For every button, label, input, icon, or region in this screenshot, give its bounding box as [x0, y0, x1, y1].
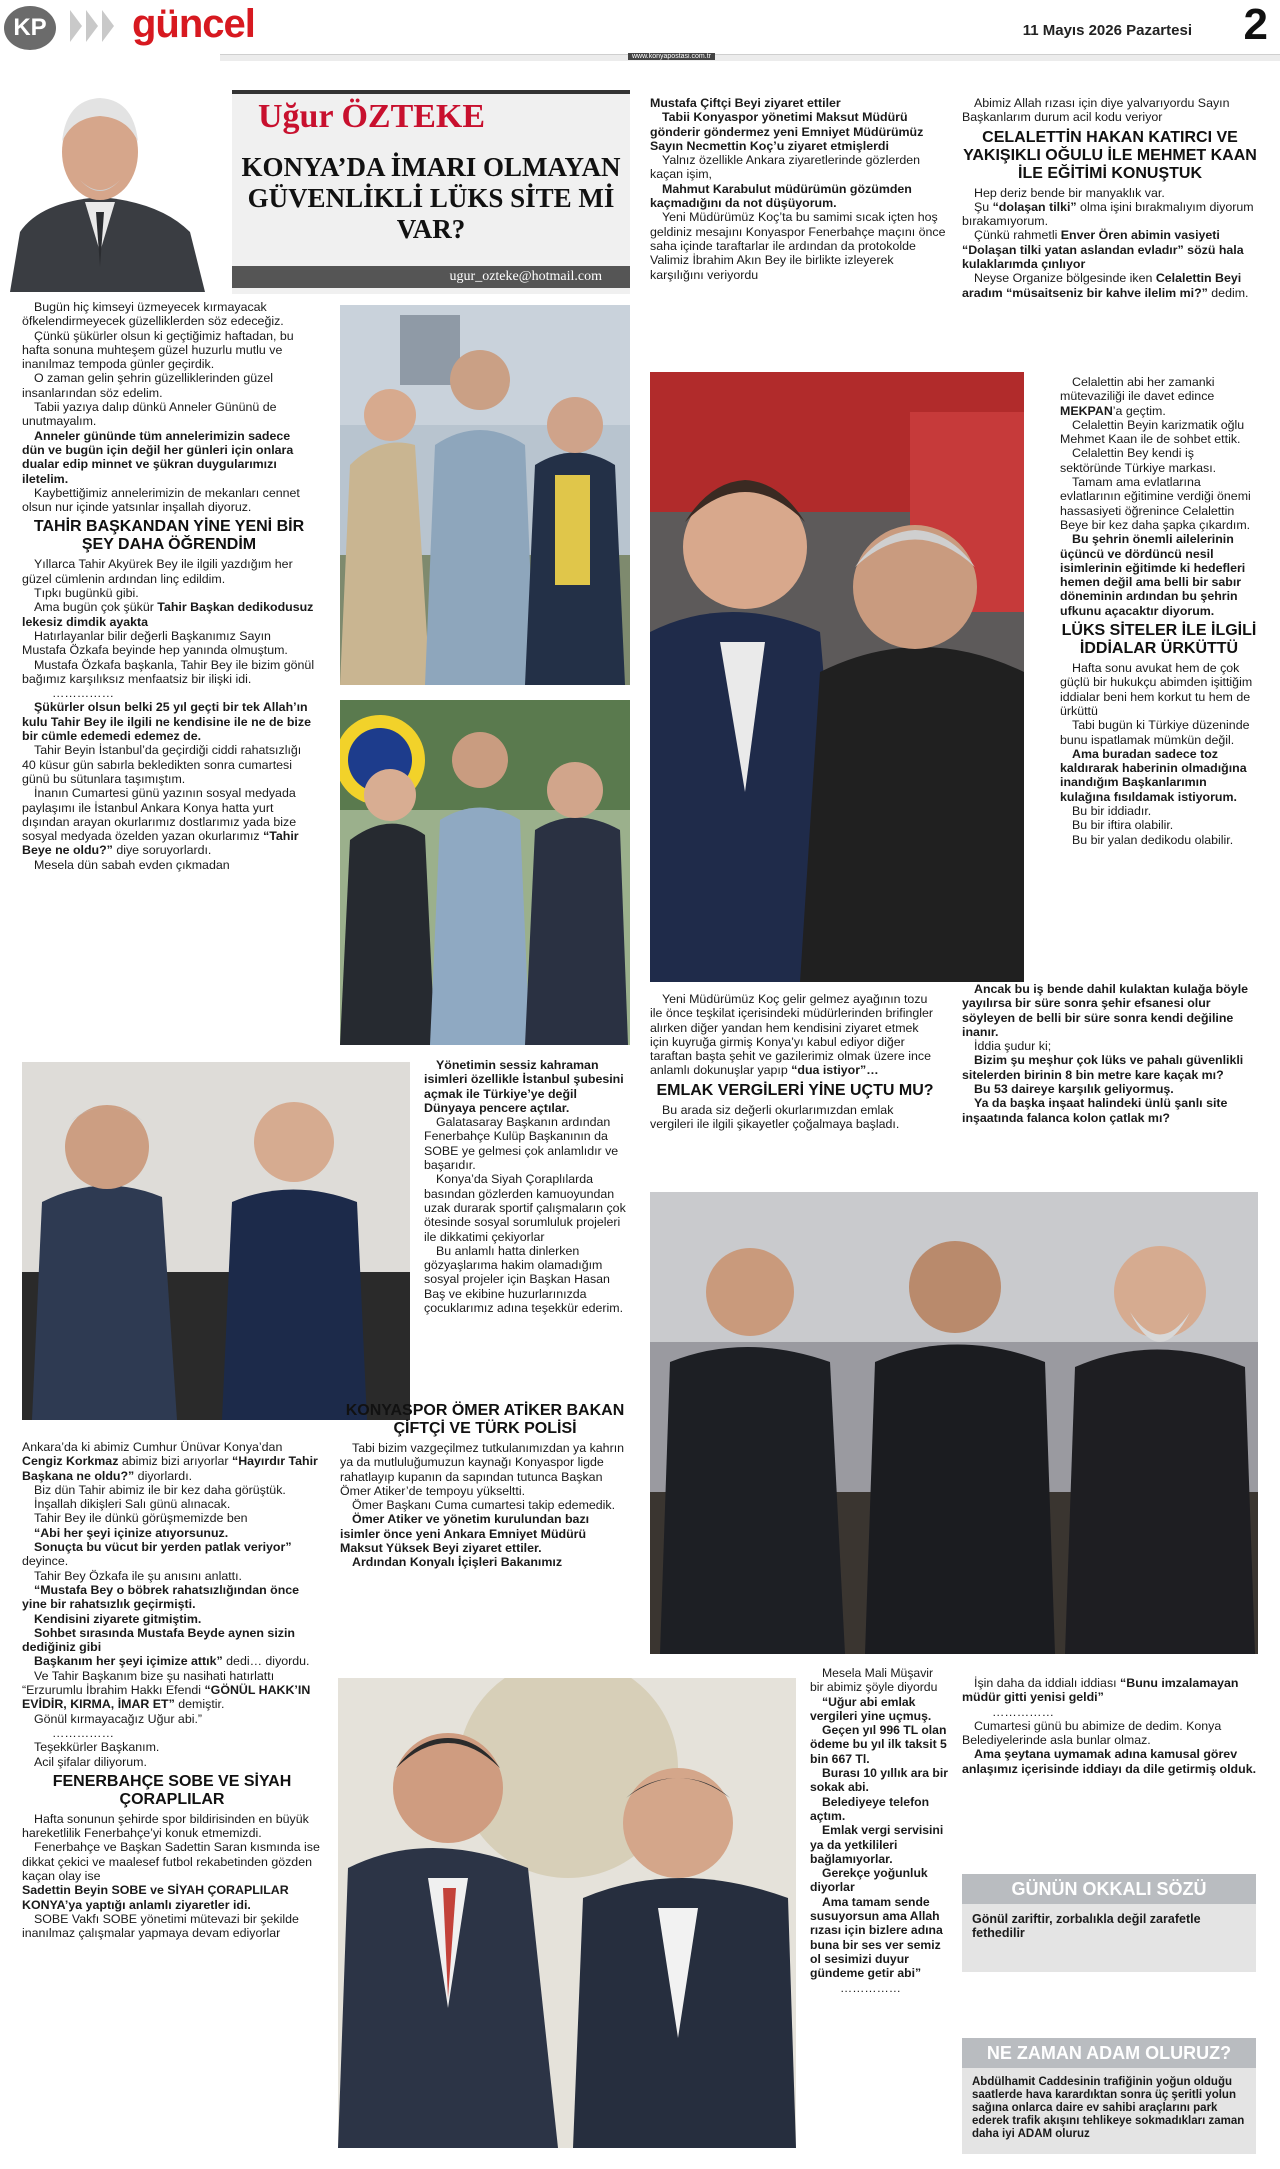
- text: ’a geçtim.: [1112, 403, 1166, 418]
- quote-box-text: Gönül zariftir, zorbalıkla değil zarafetle fethedilir: [962, 1904, 1256, 1972]
- paragraph-bold: Ya da başka inşaat halindeki ünlü şanlı site inşaatında falanca kolon çatlak mı?: [962, 1096, 1228, 1125]
- paragraph: Kaybettiğimiz annelerimizin de mekanları cennet olsun nur içinde yatsınlar inşallah diyoruz.: [22, 485, 300, 515]
- paragraph: Hatırlayanlar bilir değerli Başkanımız Sayın Mustafa Özkafa beyinde hep yanında olmuştum.: [22, 628, 288, 658]
- civic-box-text: Abdülhamit Caddesinin trafiğinin yoğun olduğu saatlerde hava karardıktan sonra üç şeritli yolun sağına onlarca daire ev sahibi araçlarını park ederek trafik akışını tehlikeye sokmadıkları zaman daha iyi ADAM oluruz: [962, 2068, 1256, 2154]
- paragraph: Yıllarca Tahir Akyürek Bey ile ilgili yazdığım her güzel cümlenin ardından linç edildim.: [22, 557, 293, 586]
- separator-dots: ……………: [52, 686, 114, 701]
- paragraph-bold: Kendisini ziyarete gitmiştim.: [34, 1611, 202, 1626]
- column-title: KONYA’DA İMARI OLMAYAN GÜVENLİKLİ LÜKS SİTE Mİ VAR?: [241, 152, 621, 244]
- text-bold: “dua istiyor”…: [791, 1063, 879, 1078]
- author-name: Uğur ÖZTEKE: [258, 98, 486, 135]
- column-1-bottom: [22, 1440, 322, 1941]
- text: İşin daha da iddialı iddiası: [974, 1676, 1121, 1690]
- paragraph-bold: Bu şehrin önemli ailelerinin üçüncü ve dördüncü nesil isimlerinin eğitimde ki hedefleri hemen değil ama belli bir sabır döneminin ardından bu şehrin ufkunu açacaktır diyorum.: [1060, 532, 1246, 618]
- paragraph: Tahir Bey ile dünkü görüşmemizde ben: [34, 1511, 248, 1526]
- text-bold: Celalettin Beyi aradım “müsaitseniz bir kahve ilelim mi?”: [962, 271, 1242, 300]
- paragraph-bold: Ama şeytana uymamak adına kamusal görev anlaşımız içerisinde iddiayı da dile getirmiş olduk.: [962, 1747, 1257, 1776]
- paragraph: [22, 1540, 322, 1569]
- text-bold: “dolaşan tilki”: [992, 199, 1077, 214]
- paragraph: Fenerbahçe ve Başkan Sadettin Saran kısmında ise dikkat çekici ve maalesef futbol rekabetinden gözden kaçan olay ise: [22, 1840, 320, 1884]
- text-bold: “Tahir Beye ne oldu?”: [22, 829, 299, 858]
- text: demiştir.: [174, 1697, 225, 1712]
- paragraph-bold: Burası 10 yıllık ara bir sokak abi.: [810, 1766, 949, 1795]
- paragraph: Bu bir iftira olabilir.: [1072, 818, 1174, 833]
- paragraph-bold: Ancak bu iş bende dahil kulaktan kulağa böyle yayılırsa bir süre sonra şehir efsanesi olur söyleyen de belli bir süre sonra kendi değiline inanır.: [962, 982, 1249, 1039]
- paragraph-bold: Bizim şu meşhur çok lüks ve pahalı güvenlikli sitelerden birinin 8 bin metre kare kaçak mı?: [962, 1053, 1244, 1082]
- paragraph-bold: Gerekçe yoğunluk diyorlar: [810, 1866, 928, 1895]
- photo-fenerbahce-visit: [340, 700, 630, 1045]
- paragraph: Abimiz Allah rızası için diye yalvarıyordu Sayın Başkanlarım durum acil kodu veriyor: [962, 96, 1230, 125]
- paragraph-bold: Ama tamam sende susuyorsun ama Allah rızası için bizlere adına buna bir ses ver semiz ol sesimizi duyur gündeme getir abi”: [810, 1894, 943, 1981]
- paragraph: Acil şifalar diliyorum.: [34, 1754, 147, 1769]
- text: İnanın Cumartesi günü yazının sosyal medyada paylaşımı ile İstanbul Ankara Konya hatta yurt dışından arayan okurlarımız dostlarımız yada bize sosyal medyada özelden yazan okurlarımız: [22, 786, 297, 844]
- column-3-middle: [650, 992, 940, 1131]
- column-4-right: [1060, 375, 1258, 847]
- text: Çünkü rahmetli: [974, 228, 1061, 243]
- paragraph: Tahir Bey Özkafa ile şu anısını anlattı.: [34, 1568, 242, 1583]
- paragraph: [962, 200, 1258, 229]
- paragraph: O zaman gelin şehrin güzelliklerinden güzel insanlarından söz edelim.: [22, 371, 273, 400]
- paragraph: Tamam ama evlatlarına evlatlarının eğitimine verdiği önemi hassasiyeti öğrenince Celalettin Beye bir kez daha şapka çıkardım.: [1060, 475, 1251, 532]
- section-title: güncel: [132, 2, 255, 46]
- column-3-top: [650, 96, 946, 282]
- column-2-middle: [424, 1058, 628, 1315]
- text-bold: “Hayırdır Tahir Başkana ne oldu?”: [22, 1454, 318, 1483]
- paragraph: Mustafa Özkafa başkanla, Tahir Bey ile bizim gönül bağımız karşılıksız menfaatsiz bir ilişki idi.: [22, 657, 315, 686]
- website-url[interactable]: www.konyapostasi.com.tr: [628, 53, 715, 60]
- column-3-bottom: [810, 1666, 948, 1995]
- paragraph-bold: Ama buradan sadece toz kaldırarak haberinin olmadığına inandığım Başkanlarımın kulağına fısıldamak istiyorum.: [1060, 746, 1247, 804]
- author-email-link[interactable]: ugur_ozteke@hotmail.com: [232, 266, 630, 288]
- text-bold: “Bunu imzalamayan müdür gitti yenisi geldi”: [962, 1676, 1239, 1705]
- paragraph: Celalettin Beyin karizmatik oğlu Mehmet Kaan ile de sohbet ettik.: [1060, 417, 1245, 447]
- paragraph: Tıpkı bugünkü gibi.: [34, 586, 139, 601]
- subheading: TAHİR BAŞKANDAN YİNE YENİ BİR ŞEY DAHA ÖĞRENDİM: [33, 518, 305, 554]
- paragraph: Tabii yazıya dalıp dünkü Anneler Gününü de unutmayalım.: [22, 400, 277, 429]
- civic-box-title: NE ZAMAN ADAM OLURUZ?: [962, 2038, 1256, 2068]
- paragraph-bold: Bu 53 daireye karşılık geliyormuş.: [974, 1082, 1174, 1097]
- column-4-lower: [962, 1676, 1258, 1776]
- subheading: CELALETTİN HAKAN KATIRCI VE YAKIŞIKLI OĞULU İLE MEHMET KAAN İLE EĞİTİMİ KONUŞTUK: [963, 128, 1257, 182]
- paragraph: Çünkü şükürler olsun ki geçtiğimiz haftadan, bu hafta sonuna muhteşem güzel huzurlu mutlu ve inanılmaz tempoda günler geçirdik.: [22, 328, 294, 372]
- text: Celalettin abi her zamanki mütevaziliği ile davet edince: [1060, 375, 1215, 404]
- paragraph-bold: Emlak vergi servisini ya da yetkilileri bağlamıyorlar.: [810, 1823, 944, 1866]
- column-2-bottom: [340, 1398, 630, 1570]
- paragraph: Bu anlamlı hatta dinlerken gözyaşlarıma hakim olamadığım sosyal projeler için Başkan Hasan Baş ve ekibine huzurlarınızda çocuklarımız adına teşekkür ederim.: [424, 1243, 624, 1316]
- photo-two-men-sofa: [22, 1062, 410, 1420]
- text: Ama bugün çok şükür: [34, 600, 158, 615]
- chevron-right-icon: [102, 10, 114, 42]
- photo-three-men-seated: [650, 1192, 1258, 1654]
- subheading: LÜKS SİTELER İLE İLGİLİ İDDİALAR ÜRKÜTTÜ: [1061, 622, 1257, 658]
- column-4: [962, 96, 1258, 300]
- paragraph: Tabi bizim vazgeçilmez tutkulanımızdan ya kahrın ya da mutluluğumuzun kaynağı Konyaspor ligde rahatlayıp kupanın da sapından tutunca Başkan Ömer Atiker’de tempoyu yükseltti.: [340, 1441, 625, 1498]
- paragraph: Mesela Mali Müşavir bir abimiz şöyle diyordu: [810, 1666, 938, 1695]
- paragraph: Bu bir iddiadır.: [1072, 804, 1152, 819]
- paragraph: Hafta sonu avukat hem de çok güçlü bir hukukçu abimden işittiğim iddialar beni hem korkut tu hem de ürküttü: [1060, 661, 1253, 718]
- newspaper-logo[interactable]: KP: [4, 6, 56, 50]
- chevron-right-icon: [86, 10, 98, 42]
- subheading: KONYASPOR ÖMER ATİKER BAKAN ÇİFTÇİ VE TÜRK POLİSİ: [345, 1402, 625, 1437]
- paragraph: Tabi bugün ki Türkiye düzeninde bunu ispatlamak mümkün değil.: [1060, 718, 1250, 747]
- paragraph-bold: Sohbet sırasında Mustafa Beyde aynen sizin dediğiniz gibi: [22, 1625, 295, 1655]
- text: Neyse Organize bölgesinde iken: [974, 271, 1156, 286]
- paragraph: İnşallah dikişleri Salı günü alınacak.: [34, 1497, 231, 1512]
- chevron-right-icon: [70, 10, 82, 42]
- paragraph: Yeni Müdürümüz Koç’ta bu samimi sıcak içten hoş geldiniz mesajını Konyaspor Fenerbahçe maçını önce saha içinde taraftarlar ile ardından da protokolde Valimiz İbrahim Akın Bey ile birlikte izleyerek karşılığını veriyordu: [650, 210, 946, 282]
- text: abimiz bizi arıyorlar: [118, 1454, 232, 1469]
- text-bold: Tahir Başkan dedikodusuz lekesiz dimdik ayakta: [22, 600, 314, 629]
- paragraph-bold: Ömer Atiker ve yönetim kurulundan bazı isimler önce yeni Ankara Emniyet Müdürü Maksut Yüksek Beyi ziyaret ettiler.: [340, 1512, 590, 1556]
- paragraph: [1060, 375, 1258, 418]
- paragraph: Galatasaray Başkanın ardından Fenerbahçe Kulüp Başkanının da SOBE ye gelmesi çok anlamlıdır ve başarıdır.: [424, 1115, 619, 1173]
- text: dedim.: [1207, 285, 1249, 300]
- text: diyorlardı.: [134, 1468, 193, 1483]
- text-bold: Cengiz Korkmaz: [22, 1454, 119, 1469]
- text: deyince.: [22, 1554, 69, 1569]
- paragraph: [22, 1440, 322, 1483]
- text: Ve Tahir Başkanım bize şu nasihati hatırlattı “Erzurumlu İbrahim Hakkı Efendi: [22, 1668, 275, 1698]
- paragraph: Teşekkürler Başkanım.: [34, 1740, 160, 1755]
- paragraph: [962, 1676, 1258, 1705]
- paragraph: [962, 271, 1258, 300]
- text: Yeni Müdürümüz Koç gelir gelmez ayağının tozu ile önce teşkilat içerisindeki müdürlerinden brifingler alırken diğer yandan hem kendisini ziyaret etmek için kuyruğa girmiş Konya’yı kabul ediyor diğer taraftan başta şehit ve gazilerimiz olmak üzere ince anlamlı dokunuşlar yapıp: [650, 992, 934, 1078]
- paragraph: Konya’da Siyah Çoraplılarda basından gözlerden kamuoyundan uzak durarak sportif çalışmaların çok ötesinde sosyal sorumluluk projeleri ile dikkatimi çekiyorlar: [424, 1172, 626, 1244]
- paragraph: [22, 1669, 322, 1712]
- paragraph: Cumartesi günü bu abimize de dedim. Konya Belediyelerinde asla bunlar olmaz.: [962, 1718, 1222, 1748]
- text: olma işini bırakmalıyım diyorum bırakamıyorum.: [962, 199, 1254, 229]
- paragraph: [22, 786, 316, 857]
- paragraph-bold: Geçen yıl 996 TL olan ödeme bu yıl ilk taksit 5 bin 667 Tl.: [810, 1723, 947, 1766]
- paragraph-bold: “Abi her şeyi içinize atıyorsunuz.: [34, 1525, 229, 1540]
- text: dedi… diyordu.: [222, 1654, 310, 1669]
- paragraph: Bu bir yalan dedikodu olabilir.: [1072, 832, 1234, 847]
- paragraph: Ömer Başkanı Cuma cumartesi takip edemedik.: [352, 1498, 616, 1513]
- photo-stadium-officials: [650, 372, 1024, 982]
- text-bold: Başkanım her şeyi içimize attık”: [34, 1654, 223, 1669]
- issue-date: 11 Mayıs 2026 Pazartesi: [1022, 22, 1192, 39]
- separator-dots: ……………: [840, 1980, 901, 1995]
- quote-box-title: GÜNÜN OKKALI SÖZÜ: [962, 1874, 1256, 1904]
- paragraph-bold: Yönetimin sessiz kahraman isimleri özellikle İstanbul şubesini açmak ile Türkiye’ye değil Dünyaya pencere açtılar.: [424, 1058, 624, 1115]
- paragraph: Bugün hiç kimseyi üzmeyecek kırmayacak öfkelendirmeyecek güzelliklerden söz edeceğiz.: [22, 300, 284, 329]
- photo-three-men-outdoors: [340, 305, 630, 685]
- paragraph: Celalettin Bey kendi iş sektöründe Türkiye markası.: [1060, 446, 1217, 475]
- paragraph: [650, 992, 940, 1078]
- paragraph-bold: “Mustafa Bey o böbrek rahatsızlığından önce yine bir rahatsızlık geçirmişti.: [22, 1582, 300, 1612]
- subheading: FENERBAHÇE SOBE VE SİYAH ÇORAPLILAR: [52, 1772, 292, 1808]
- separator-dots: ……………: [52, 1725, 114, 1740]
- subheading: EMLAK VERGİLERİ YİNE UÇTU MU?: [656, 1081, 934, 1099]
- paragraph-bold: Mustafa Çiftçi Beyi ziyaret ettiler: [650, 96, 841, 110]
- paragraph-bold: Sadettin Beyin SOBE ve SİYAH ÇORAPLILAR KONYA’ya yaptığı anlamlı ziyaretler idi.: [22, 1883, 289, 1912]
- text-bold: MEKPAN: [1060, 403, 1113, 418]
- paragraph-bold: “Uğur abi emlak vergileri yine uçmuş.: [810, 1694, 932, 1723]
- paragraph: [962, 228, 1258, 271]
- text-bold: “GÖNÜL HAKK’IN EVİDİR, KIRMA, İMAR ET”: [22, 1683, 311, 1712]
- paragraph: Yalnız özellikle Ankara ziyaretlerinde gözlerden kaçan işim,: [650, 153, 921, 182]
- paragraph: Hep deriz bende bir manyaklık var.: [974, 185, 1165, 200]
- author-photo: [0, 52, 220, 292]
- paragraph-bold: Şükürler olsun belki 25 yıl geçti bir tek Allah’ın kulu Tahir Bey ile ilgili ne kendisine ile ne de bize bir cümle edemedi edemez de.: [22, 700, 311, 744]
- column-1-top: [22, 300, 316, 872]
- separator-dots: ……………: [992, 1704, 1054, 1719]
- paragraph: Mesela dün sabah evden çıkmadan: [34, 857, 230, 872]
- paragraph: Bu arada siz değerli okurlarımızdan emlak vergileri ile ilgili şikayetler çoğalmaya başladı.: [650, 1102, 900, 1132]
- paragraph: [22, 1654, 322, 1668]
- paragraph: İddia şudur ki;: [974, 1039, 1052, 1054]
- paragraph-bold: Tabii Konyaspor yönetimi Maksut Müdürü gönderir göndermez yeni Emniyet Müdürümüz Sayın Necmettin Koç’u ziyaret etmişlerdi: [650, 110, 924, 153]
- text-bold: Sonuçta bu vücut bir yerden patlak veriyor”: [34, 1540, 292, 1555]
- paragraph-bold: Mahmut Karabulut müdürümün gözümden kaçmadığını da not düşüyorum.: [650, 181, 912, 211]
- text: diye soruyorlardı.: [112, 843, 212, 858]
- paragraph-bold: Anneler gününde tüm annelerimizin sadece dün ve bugün için değil her günleri için onlara dualar edip minnet ve şükran duygularımızı iletelim.: [22, 428, 294, 486]
- text: Şu: [974, 199, 993, 214]
- paragraph: Hafta sonunun şehirde spor bildirisinden en büyük hareketlilik Fenerbahçe’yi konuk etmemizdi.: [22, 1811, 309, 1841]
- text: Ankara’da ki abimiz Cumhur Ünüvar Konya’dan: [22, 1440, 283, 1454]
- text-bold: Enver Ören abimin vasiyeti “Dolaşan tilki yatan aslandan evladır” sözü hala kulaklarımda çınlıyor: [962, 228, 1244, 272]
- paragraph: Biz dün Tahir abimiz ile bir kez daha görüştük.: [34, 1482, 286, 1497]
- page-number: 2: [1243, 0, 1268, 49]
- paragraph-bold: Ardından Konyalı İçişleri Bakanımız: [352, 1555, 563, 1570]
- paragraph: [22, 600, 316, 629]
- paragraph: Gönül kırmayacağız Uğur abi.”: [34, 1711, 203, 1726]
- column-4-bottom: [962, 982, 1258, 1125]
- paragraph-bold: Belediyeye telefon açtım.: [810, 1794, 930, 1823]
- photo-two-officials: [338, 1678, 796, 2148]
- paragraph: Tahir Beyin İstanbul’da geçirdiği ciddi rahatsızlığı 40 küsur gün sabırla bekledikten sonra cumartesi günü bu sütunlara taşımıştım.: [22, 743, 302, 786]
- paragraph: SOBE Vakfı SOBE yönetimi mütevazi bir şekilde inanılmaz çalışmalar yapmaya devam ediyorlar: [22, 1911, 299, 1941]
